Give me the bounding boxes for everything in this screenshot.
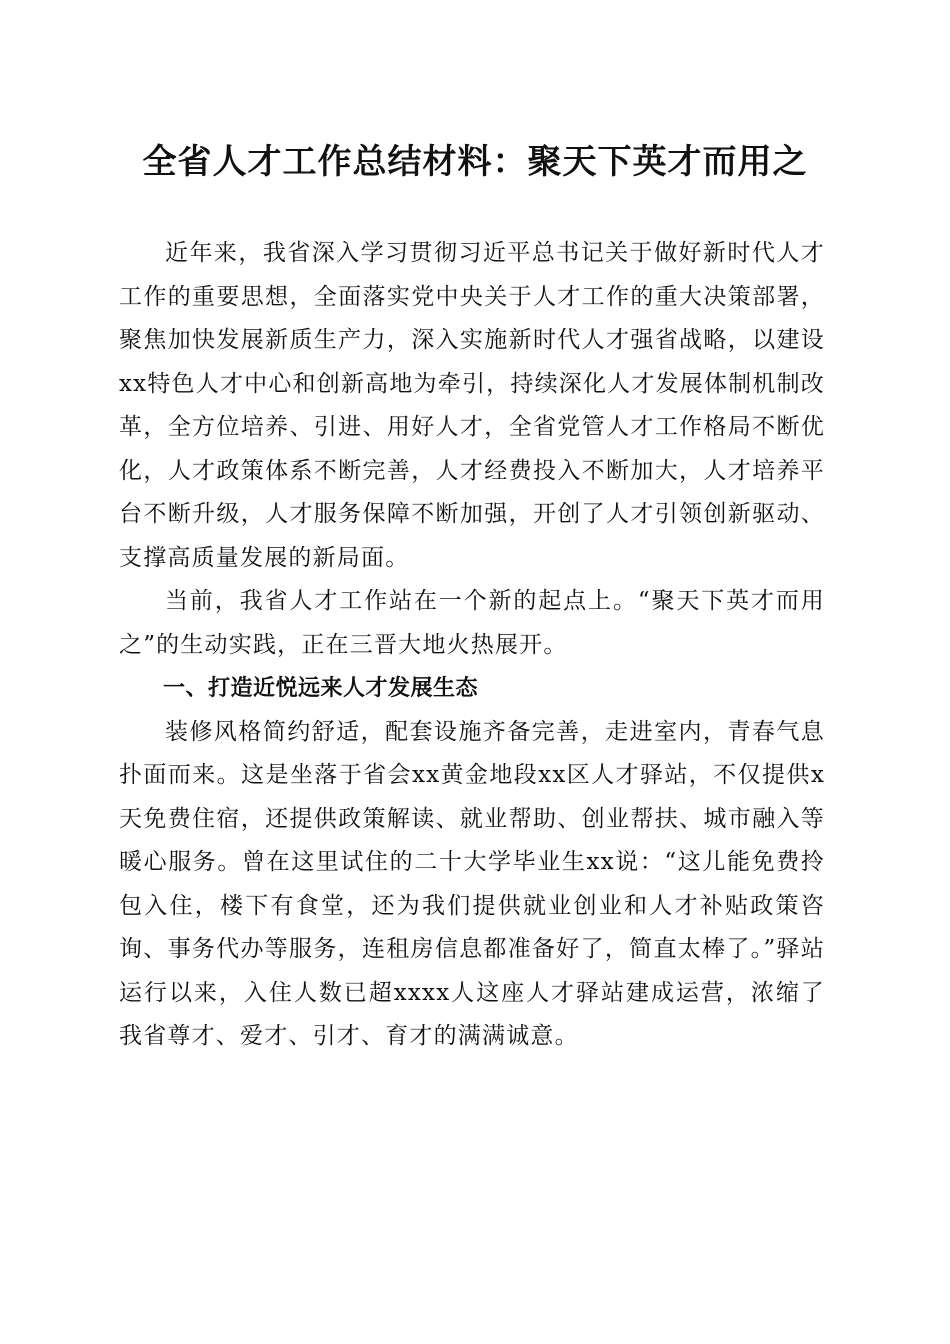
document-body <box>119 232 825 1059</box>
paragraph-intro: 近年来，我省深入学习贯彻习近平总书记关于做好新时代人才工作的重要思想，全面落实党中央关于人才工作的重大决策部署，聚焦加快发展新质生产力，深入实施新时代人才强省战略，以建设xx特色人才中心和创新高地为牵引，持续深化人才发展体制机制改革，全方位培养、引进、用好人才，全省党管人才工作格局不断优化，人才政策体系不断完善，人才经费投入不断加大，人才培养平台不断升级，人才服务保障不断加强，开创了人才引领创新驱动、支撑高质量发展的新局面。 <box>119 240 825 571</box>
paragraph-talent-station: 装修风格简约舒适，配套设施齐备完善，走进室内，青春气息扑面而来。这是坐落于省会xx黄金地段xx区人才驿站，不仅提供x天免费住宿，还提供政策解读、就业帮助、创业帮扶、城市融入等暖心服务。曾在这里试住的二十大学毕业生xx说：“这儿能免费拎包入住，楼下有食堂，还为我们提供就业创业和人才补贴政策咨询、事务代办等服务，连租房信息都准备好了，简直太棒了。”驿站运行以来，入住人数已超xxxx人这座人才驿站建成运营，浓缩了我省尊才、爱才、引才、育才的满满诚意。 <box>119 718 825 1049</box>
section-heading-1: 一、打造近悦远来人才发展生态 <box>163 676 479 701</box>
page-title: 全省人才工作总结材料：聚天下英才而用之 <box>142 142 808 182</box>
paragraph-current: 当前，我省人才工作站在一个新的起点上。“聚天下英才而用之”的生动实践，正在三晋大地火热展开。 <box>119 588 825 658</box>
